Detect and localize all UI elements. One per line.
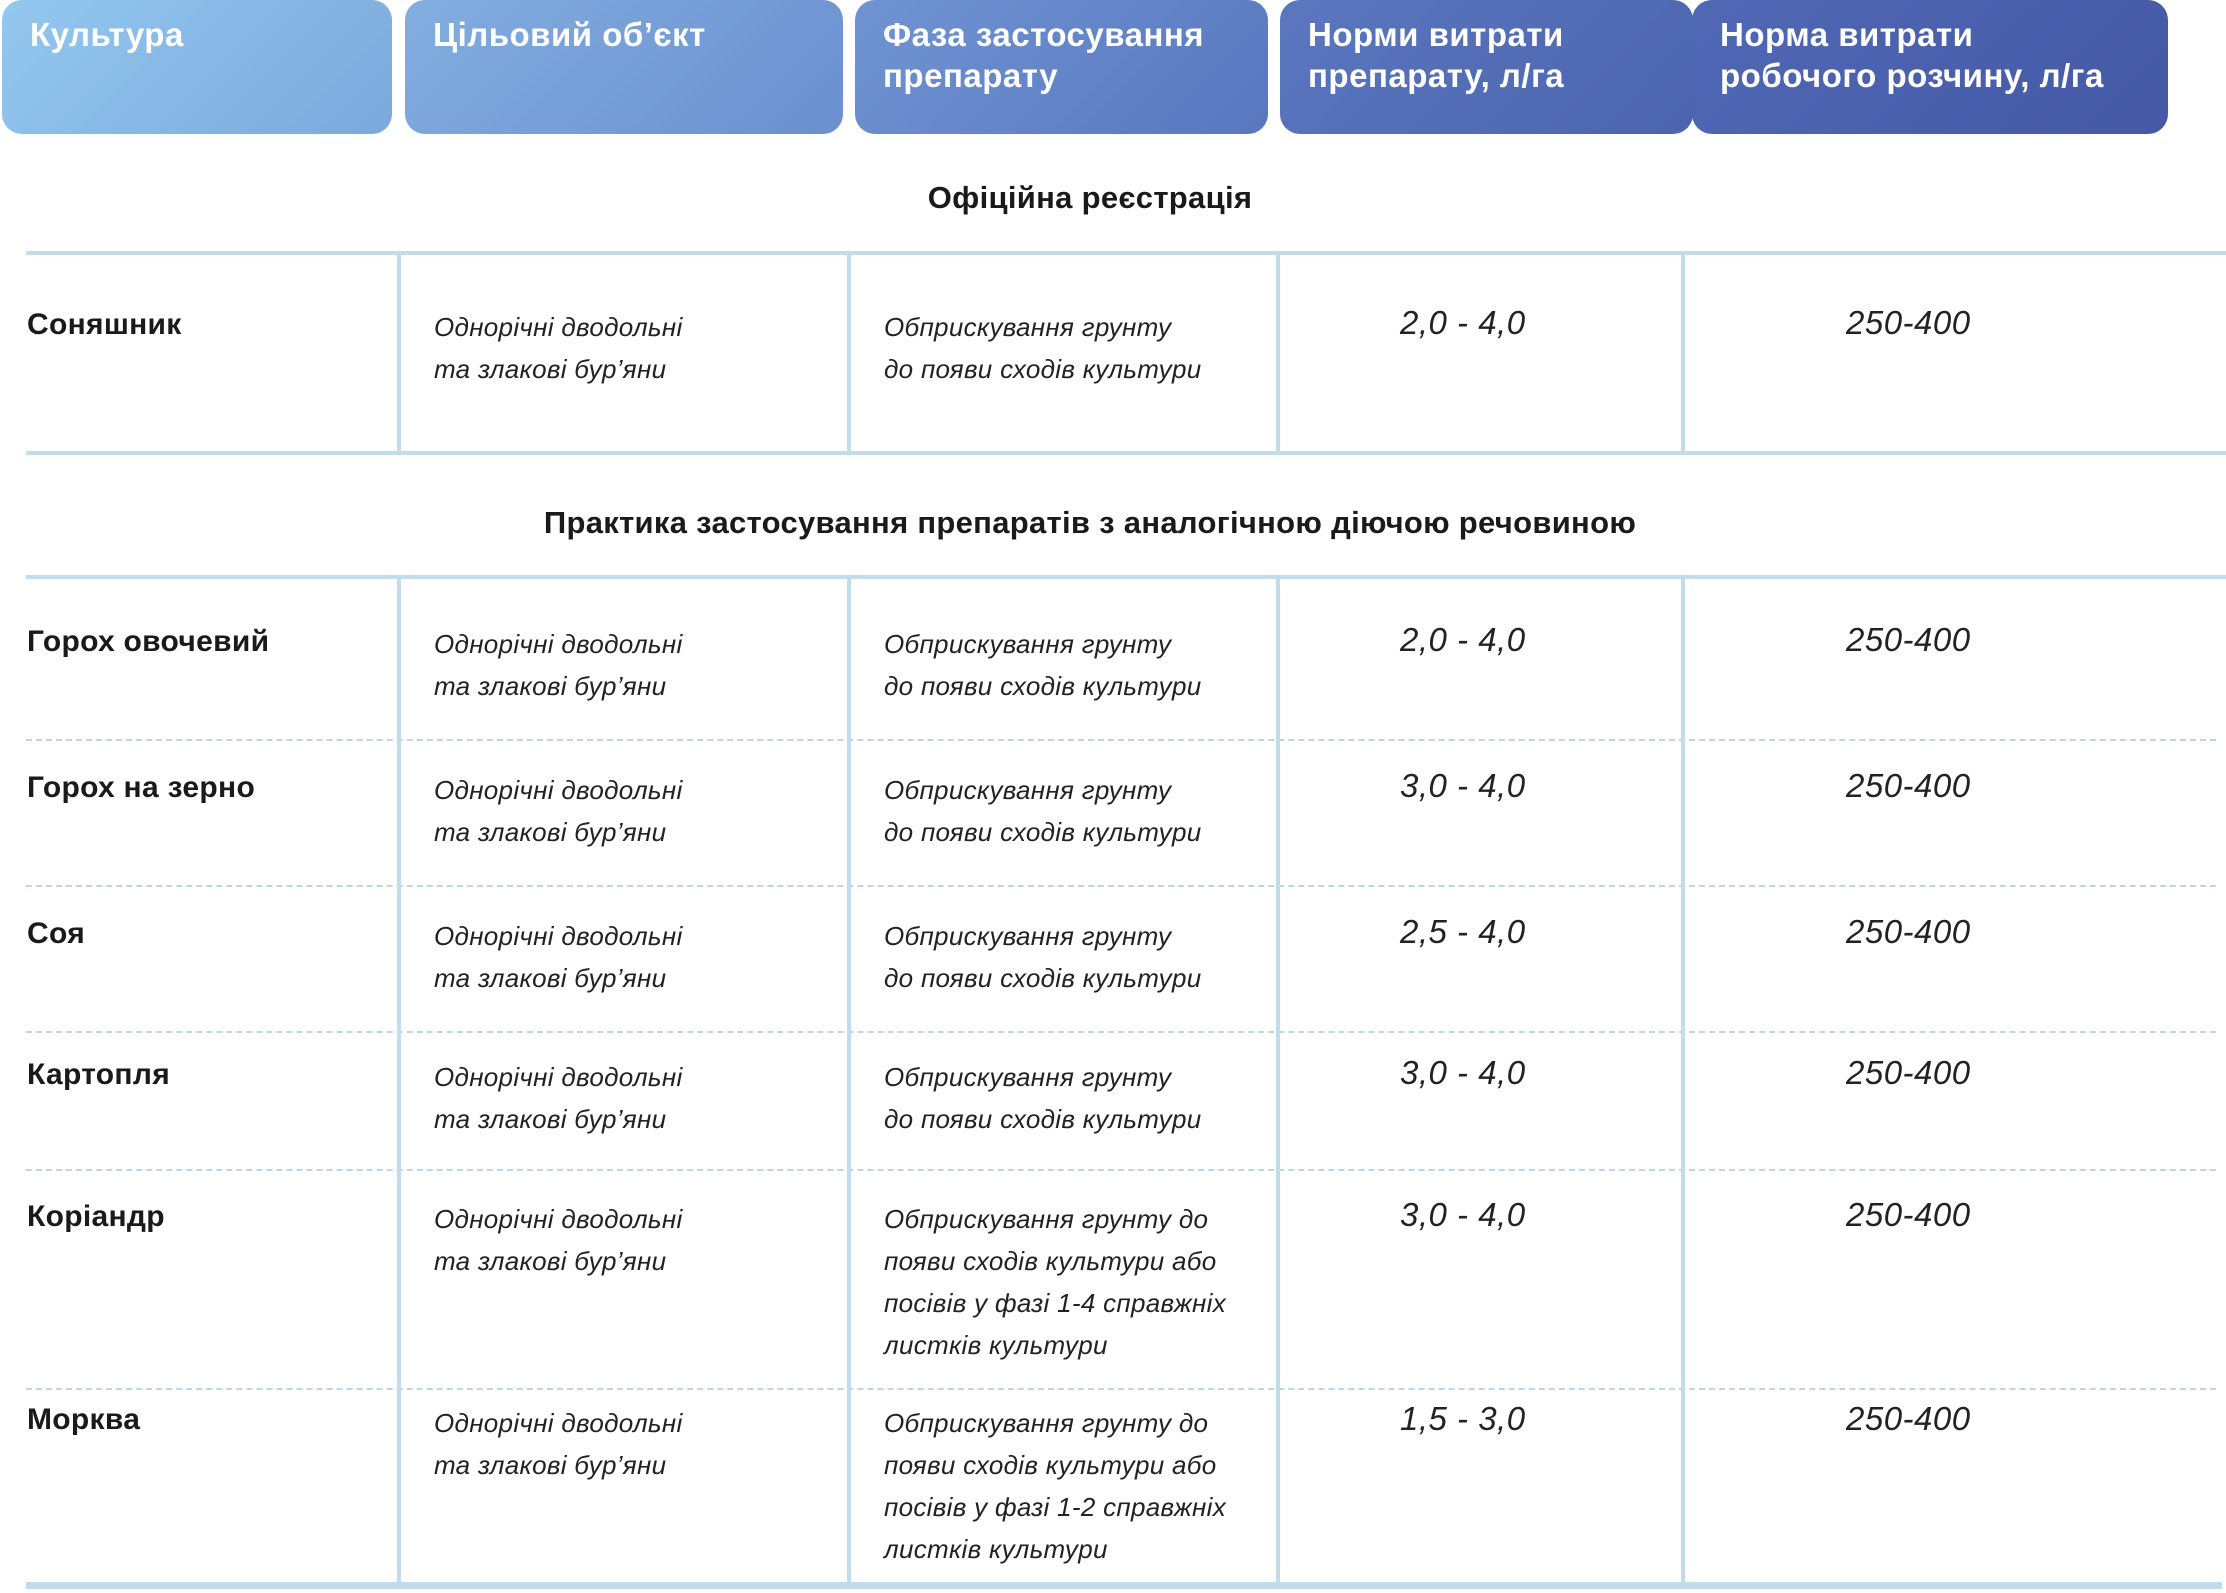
phase-line: Обприскування грунту: [884, 312, 1172, 342]
solution-value: 250-400: [1846, 1196, 1971, 1233]
header-rate-line2: препарату, л/га: [1308, 57, 1565, 94]
target-line: Однорічні дводольні: [434, 1062, 683, 1092]
target-cell: [434, 1056, 683, 1140]
phase-line: Обприскування грунту: [884, 921, 1172, 951]
target-line: Однорічні дводольні: [434, 312, 683, 342]
column-divider: [847, 253, 851, 453]
section-title-official: Офіційна реєстрація: [927, 180, 1253, 215]
solution-value: 250-400: [1846, 621, 1971, 658]
phase-line: до появи сходів культури: [884, 1104, 1202, 1134]
header-phase-line2: препарату: [883, 57, 1059, 94]
target-line: та злакові бур’яни: [434, 1246, 667, 1276]
phase-cell: [884, 306, 1201, 390]
column-divider: [847, 577, 851, 1585]
solution-value: 250-400: [1846, 913, 1971, 950]
column-divider: [1681, 253, 1685, 453]
phase-line: Обприскування грунту до: [884, 1204, 1209, 1234]
crop-name: Коріандр: [27, 1200, 165, 1233]
phase-line: посівів у фазі 1-4 справжніх: [884, 1288, 1227, 1318]
solution-value: 250-400: [1846, 1400, 1971, 1437]
solution-value: 250-400: [1846, 767, 1971, 804]
target-line: Однорічні дводольні: [434, 775, 683, 805]
target-cell: [434, 306, 683, 390]
crop-name: Горох овочевий: [27, 625, 270, 658]
phase-cell: [884, 623, 1201, 707]
header-solution-line1: Норма витрати: [1720, 16, 1974, 53]
header-solution-line2: робочого розчину, л/га: [1720, 57, 2104, 94]
column-divider: [1276, 253, 1280, 453]
column-divider: [1276, 577, 1280, 1585]
table-bottom-border: [26, 1582, 2222, 1589]
header-target: [405, 0, 843, 134]
target-cell: [434, 915, 683, 999]
crop-name: Морква: [27, 1403, 141, 1436]
target-line: та злакові бур’яни: [434, 1450, 667, 1480]
target-cell: [434, 623, 683, 707]
phase-cell: [884, 915, 1201, 999]
phase-line: Обприскування грунту: [884, 1062, 1172, 1092]
phase-line: до появи сходів культури: [884, 817, 1202, 847]
phase-cell: [884, 1056, 1201, 1140]
phase-line: появи сходів культури або: [884, 1246, 1217, 1276]
header-culture-label: Культура: [30, 16, 184, 53]
phase-cell: [884, 1198, 1226, 1366]
target-cell: [434, 1402, 683, 1486]
rate-value: 1,5 - 3,0: [1400, 1400, 1526, 1437]
solution-value: 250-400: [1846, 1054, 1971, 1091]
header-target-label: Цільовий об’єкт: [433, 16, 706, 53]
phase-line: до появи сходів культури: [884, 671, 1202, 701]
header-phase: [855, 0, 1268, 134]
rate-value: 3,0 - 4,0: [1400, 767, 1526, 804]
divider: [26, 575, 2226, 579]
header-rate: [1280, 0, 1693, 134]
rate-value: 3,0 - 4,0: [1400, 1054, 1526, 1091]
phase-cell: [884, 769, 1201, 853]
crop-name: Соя: [27, 917, 85, 950]
crop-name: Соняшник: [27, 308, 182, 341]
rate-value: 2,0 - 4,0: [1400, 304, 1526, 341]
header-phase-line1: Фаза застосування: [883, 16, 1205, 53]
divider: [26, 251, 2226, 255]
target-line: та злакові бур’яни: [434, 963, 667, 993]
rate-value: 2,5 - 4,0: [1400, 913, 1526, 950]
target-cell: [434, 1198, 683, 1282]
phase-line: до появи сходів культури: [884, 963, 1202, 993]
crop-name: Картопля: [27, 1058, 170, 1091]
phase-line: листків культури: [884, 1534, 1108, 1564]
phase-line: посівів у фазі 1-2 справжніх: [884, 1492, 1227, 1522]
header-culture: [2, 0, 392, 134]
header-solution: [1692, 0, 2168, 134]
row-divider: [26, 739, 2216, 741]
column-divider: [1681, 577, 1685, 1585]
target-line: та злакові бур’яни: [434, 817, 667, 847]
row-divider: [26, 1169, 2216, 1171]
row-divider: [26, 1388, 2216, 1390]
target-line: Однорічні дводольні: [434, 1408, 683, 1438]
phase-line: листків культури: [884, 1330, 1108, 1360]
target-line: та злакові бур’яни: [434, 671, 667, 701]
column-divider: [397, 577, 401, 1585]
target-cell: [434, 769, 683, 853]
phase-line: Обприскування грунту: [884, 775, 1172, 805]
phase-line: Обприскування грунту до: [884, 1408, 1209, 1438]
target-line: Однорічні дводольні: [434, 921, 683, 951]
row-divider: [26, 1031, 2216, 1033]
column-divider: [397, 253, 401, 453]
phase-line: до появи сходів культури: [884, 354, 1202, 384]
row-divider: [26, 885, 2216, 887]
rate-value: 2,0 - 4,0: [1400, 621, 1526, 658]
phase-line: Обприскування грунту: [884, 629, 1172, 659]
crop-name: Горох на зерно: [27, 771, 256, 804]
header-rate-line1: Норми витрати: [1308, 16, 1564, 53]
target-line: Однорічні дводольні: [434, 1204, 683, 1234]
rate-value: 3,0 - 4,0: [1400, 1196, 1526, 1233]
divider: [26, 451, 2226, 455]
phase-line: появи сходів культури або: [884, 1450, 1217, 1480]
target-line: та злакові бур’яни: [434, 354, 667, 384]
section-title-practice: Практика застосування препаратів з аналогічною діючою речовиною: [543, 505, 1637, 540]
solution-value: 250-400: [1846, 304, 1971, 341]
target-line: та злакові бур’яни: [434, 1104, 667, 1134]
target-line: Однорічні дводольні: [434, 629, 683, 659]
phase-cell: [884, 1402, 1226, 1570]
